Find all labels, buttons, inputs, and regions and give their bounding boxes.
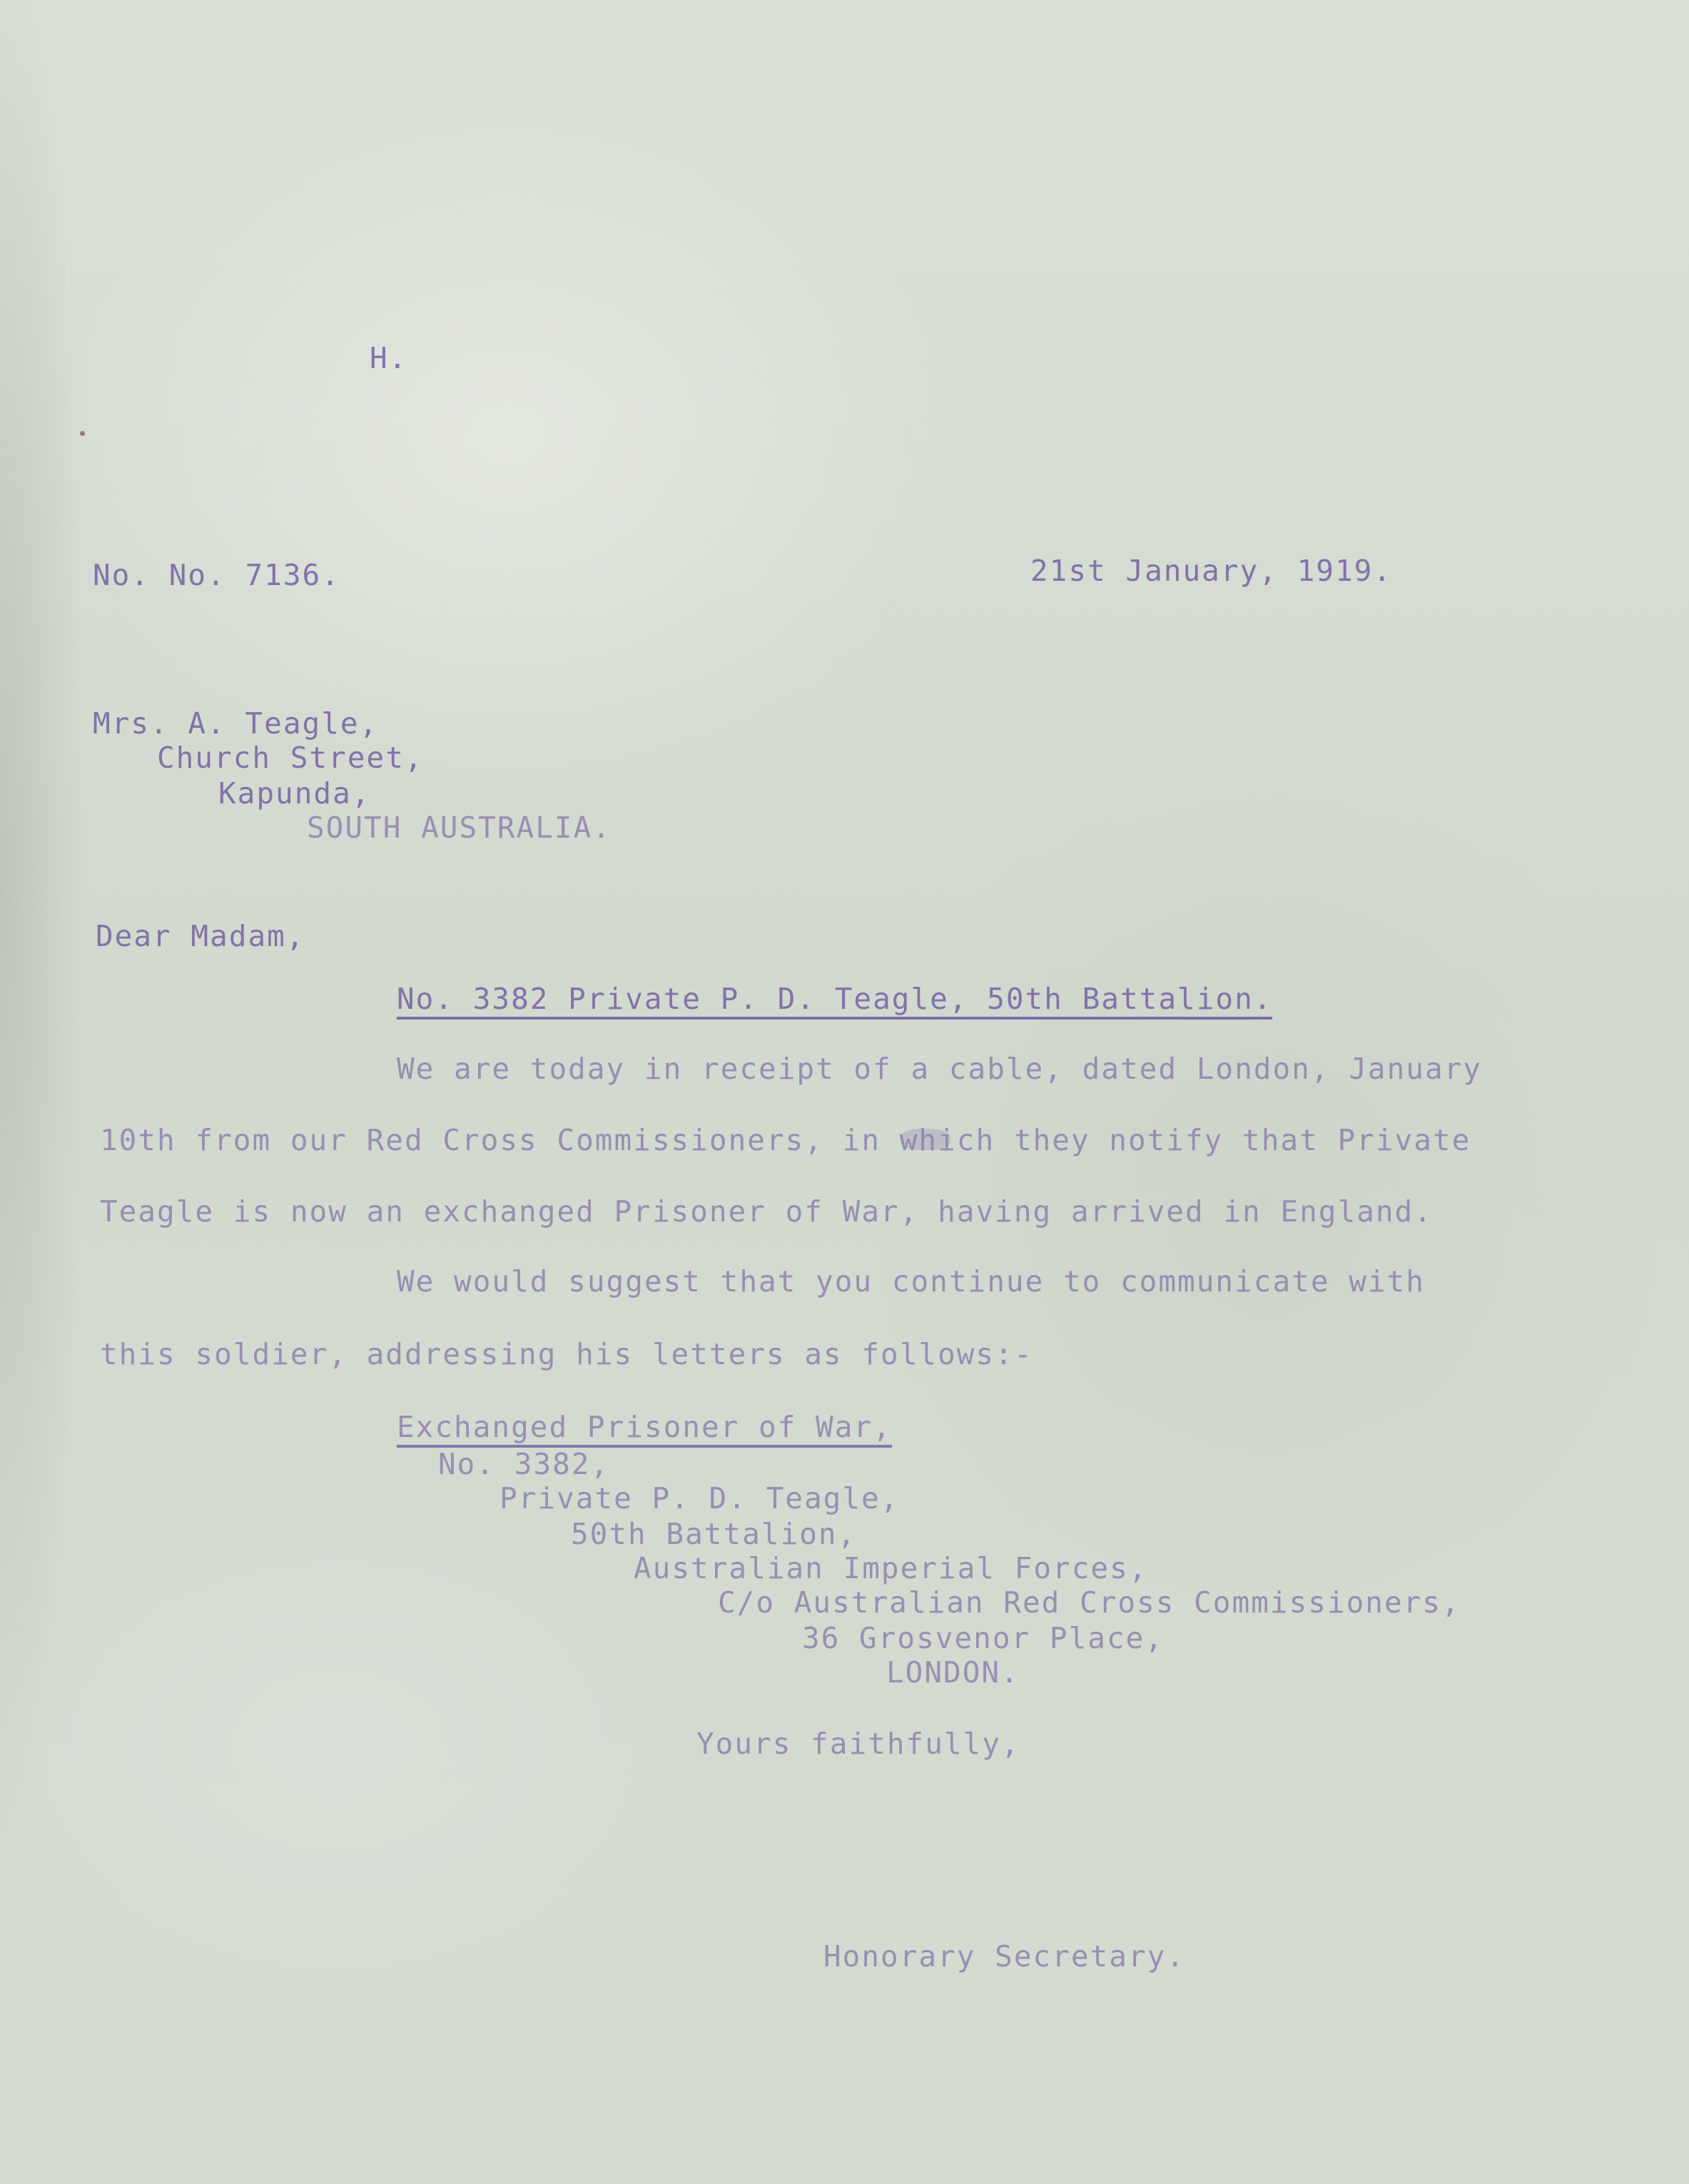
letter-date: 21st January, 1919.	[1030, 554, 1392, 588]
forwarding-address-line: Private P. D. Teagle,	[499, 1481, 900, 1515]
body-line: We would suggest that you continue to communicate with	[397, 1264, 1425, 1299]
recipient-name: Mrs. A. Teagle,	[93, 706, 379, 741]
subject-line: No. 3382 Private P. D. Teagle, 50th Battalion.	[397, 985, 1272, 1020]
forwarding-address-line: 50th Battalion,	[571, 1517, 857, 1551]
recipient-state: SOUTH AUSTRALIA.	[307, 811, 612, 845]
body-line: Teagle is now an exchanged Prisoner of War, having arrived in England.	[100, 1194, 1433, 1229]
body-line: this soldier, addressing his letters as follows:-	[100, 1337, 1033, 1371]
signature-title: Honorary Secretary.	[823, 1939, 1185, 1974]
closing: Yours faithfully,	[696, 1727, 1020, 1761]
reference-number: No. No. 7136.	[93, 558, 340, 592]
forwarding-address-line: LONDON.	[886, 1655, 1020, 1690]
letter-initial: H.	[370, 341, 408, 375]
forwarding-address-line: 36 Grosvenor Place,	[802, 1621, 1164, 1655]
paper-speck	[80, 431, 85, 436]
forwarding-address-line: C/o Australian Red Cross Commissioners,	[718, 1585, 1461, 1620]
recipient-street: Church Street,	[157, 741, 424, 775]
body-line: We are today in receipt of a cable, dated London, January	[397, 1052, 1482, 1086]
forwarding-address-line: No. 3382,	[438, 1447, 610, 1481]
salutation: Dear Madam,	[96, 919, 305, 953]
forwarding-address-heading: Exchanged Prisoner of War,	[397, 1413, 892, 1448]
forwarding-address-line: Australian Imperial Forces,	[634, 1551, 1148, 1585]
body-line: 10th from our Red Cross Commissioners, in which they notify that Private	[100, 1123, 1471, 1157]
recipient-town: Kapunda,	[218, 776, 371, 811]
